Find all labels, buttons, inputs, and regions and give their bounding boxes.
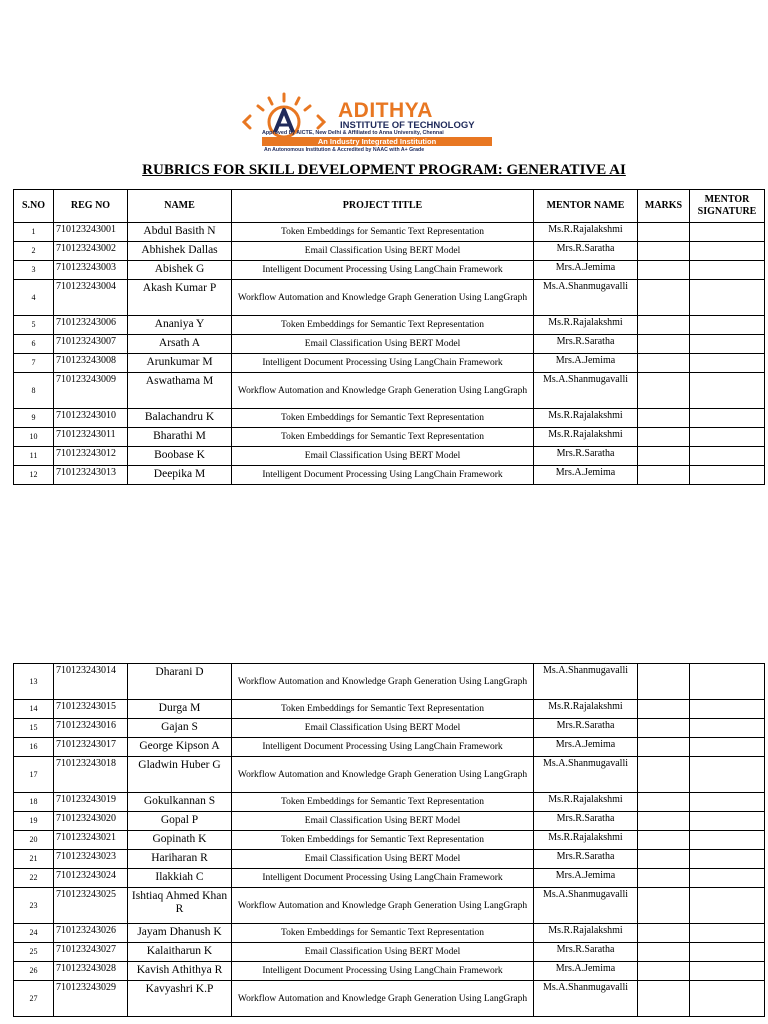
project-title-cell: Token Embeddings for Semantic Text Representation [232,831,534,850]
name-cell: Hariharan R [128,850,232,869]
marks-cell[interactable] [638,223,690,242]
project-title-cell: Workflow Automation and Knowledge Graph Generation Using LangGraph [232,280,534,316]
project-title-cell: Email Classification Using BERT Model [232,335,534,354]
table-row [14,850,765,869]
sno-cell: 19 [14,812,54,831]
name-cell: Durga M [128,700,232,719]
mentor-name-cell: Mrs.R.Saratha [534,850,638,869]
signature-cell[interactable] [690,223,765,242]
reg-no-cell: 710123243001 [54,223,128,242]
page-title: RUBRICS FOR SKILL DEVELOPMENT PROGRAM: GENERATIVE AI [142,162,626,178]
reg-no-cell: 710123243010 [54,409,128,428]
header-project-title: PROJECT TITLE [232,190,534,223]
project-title-cell: Email Classification Using BERT Model [232,850,534,869]
reg-no-cell: 710123243015 [54,700,128,719]
reg-no-cell: 710123243007 [54,335,128,354]
reg-no-cell: 710123243004 [54,280,128,316]
reg-no-cell: 710123243018 [54,757,128,793]
signature-cell[interactable] [690,373,765,409]
mentor-name-cell: Mrs.R.Saratha [534,335,638,354]
signature-cell[interactable] [690,812,765,831]
marks-cell[interactable] [638,943,690,962]
project-title-cell: Workflow Automation and Knowledge Graph Generation Using LangGraph [232,888,534,924]
signature-cell[interactable] [690,261,765,280]
project-title-cell: Token Embeddings for Semantic Text Representation [232,409,534,428]
mentor-name-cell: Mrs.A.Jemima [534,962,638,981]
mentor-name-cell: Mrs.A.Jemima [534,738,638,757]
mentor-name-cell: Ms.A.Shanmugavalli [534,664,638,700]
mentor-name-cell: Ms.R.Rajalakshmi [534,428,638,447]
reg-no-cell: 710123243026 [54,924,128,943]
marks-cell[interactable] [638,700,690,719]
signature-cell[interactable] [690,316,765,335]
name-cell: Gladwin Huber G [128,757,232,793]
sno-cell: 27 [14,981,54,1017]
project-title-cell: Intelligent Document Processing Using LangChain Framework [232,962,534,981]
name-cell: Boobase K [128,447,232,466]
project-title-cell: Email Classification Using BERT Model [232,719,534,738]
mentor-name-cell: Ms.A.Shanmugavalli [534,280,638,316]
table-row [14,738,765,757]
name-cell: Gopal P [128,812,232,831]
marks-cell[interactable] [638,409,690,428]
mentor-name-cell: Ms.R.Rajalakshmi [534,831,638,850]
mentor-name-cell: Ms.R.Rajalakshmi [534,924,638,943]
marks-cell[interactable] [638,981,690,1017]
sno-cell: 23 [14,888,54,924]
institute-logo [242,92,500,156]
name-cell: Kavish Athithya R [128,962,232,981]
mentor-name-cell: Ms.R.Rajalakshmi [534,700,638,719]
sno-cell: 1 [14,223,54,242]
sno-cell: 11 [14,447,54,466]
mentor-name-cell: Mrs.R.Saratha [534,943,638,962]
name-cell: Dharani D [128,664,232,700]
marks-cell[interactable] [638,373,690,409]
mentor-name-cell: Ms.R.Rajalakshmi [534,793,638,812]
name-cell: Ilakkiah C [128,869,232,888]
table-row [14,447,765,466]
signature-cell[interactable] [690,700,765,719]
signature-cell[interactable] [690,428,765,447]
table-row [14,757,765,793]
reg-no-cell: 710123243025 [54,888,128,924]
reg-no-cell: 710123243012 [54,447,128,466]
project-title-cell: Email Classification Using BERT Model [232,812,534,831]
marks-cell[interactable] [638,869,690,888]
signature-cell[interactable] [690,924,765,943]
mentor-name-cell: Mrs.A.Jemima [534,466,638,485]
name-cell: Bharathi M [128,428,232,447]
sno-cell: 17 [14,757,54,793]
reg-no-cell: 710123243013 [54,466,128,485]
marks-cell[interactable] [638,738,690,757]
logo-accreditation: An Autonomous Institution & Accredited by NAAC with A+ Grade [264,147,425,153]
mentor-name-cell: Ms.A.Shanmugavalli [534,373,638,409]
mentor-name-cell: Mrs.R.Saratha [534,719,638,738]
sno-cell: 12 [14,466,54,485]
reg-no-cell: 710123243009 [54,373,128,409]
mentor-name-cell: Ms.A.Shanmugavalli [534,981,638,1017]
table-body-page-1 [14,223,765,485]
logo-band: An Industry Integrated Institution [262,137,492,146]
signature-cell[interactable] [690,888,765,924]
reg-no-cell: 710123243028 [54,962,128,981]
marks-cell[interactable] [638,793,690,812]
table-row [14,664,765,700]
table-row [14,793,765,812]
signature-cell[interactable] [690,664,765,700]
project-title-cell: Token Embeddings for Semantic Text Representation [232,924,534,943]
mentor-name-cell: Mrs.R.Saratha [534,447,638,466]
header-name: NAME [128,190,232,223]
marks-cell[interactable] [638,280,690,316]
marks-cell[interactable] [638,242,690,261]
marks-cell[interactable] [638,316,690,335]
reg-no-cell: 710123243020 [54,812,128,831]
table-row [14,869,765,888]
header-row [14,190,765,223]
signature-cell[interactable] [690,943,765,962]
logo-name: ADITHYA [338,99,433,122]
project-title-cell: Token Embeddings for Semantic Text Representation [232,223,534,242]
mentor-name-cell: Ms.R.Rajalakshmi [534,223,638,242]
sno-cell: 25 [14,943,54,962]
sno-cell: 2 [14,242,54,261]
sno-cell: 20 [14,831,54,850]
sno-cell: 9 [14,409,54,428]
name-cell: Arunkumar M [128,354,232,373]
name-cell: Ananiya Y [128,316,232,335]
signature-cell[interactable] [690,850,765,869]
table-row [14,466,765,485]
table-body-page-2 [14,664,765,1017]
sno-cell: 16 [14,738,54,757]
marks-cell[interactable] [638,850,690,869]
rubrics-table-page-1 [13,189,765,485]
reg-no-cell: 710123243002 [54,242,128,261]
table-row [14,962,765,981]
signature-cell[interactable] [690,280,765,316]
marks-cell[interactable] [638,962,690,981]
table-row [14,335,765,354]
signature-cell[interactable] [690,242,765,261]
marks-cell[interactable] [638,428,690,447]
header-mentor-signature: MENTOR SIGNATURE [690,190,765,223]
sno-cell: 8 [14,373,54,409]
sno-cell: 21 [14,850,54,869]
signature-cell[interactable] [690,757,765,793]
marks-cell[interactable] [638,354,690,373]
signature-cell[interactable] [690,354,765,373]
mentor-name-cell: Mrs.A.Jemima [534,869,638,888]
logo-approval: Approved by AICTE, New Delhi & Affiliated to Anna University, Chennai [262,130,444,136]
name-cell: George Kipson A [128,738,232,757]
table-row [14,280,765,316]
sno-cell: 15 [14,719,54,738]
signature-cell[interactable] [690,719,765,738]
mentor-name-cell: Ms.A.Shanmugavalli [534,757,638,793]
project-title-cell: Workflow Automation and Knowledge Graph Generation Using LangGraph [232,373,534,409]
rubrics-table-page-2 [13,663,765,1017]
name-cell: Abdul Basith N [128,223,232,242]
sno-cell: 3 [14,261,54,280]
signature-cell[interactable] [690,409,765,428]
project-title-cell: Token Embeddings for Semantic Text Representation [232,428,534,447]
project-title-cell: Token Embeddings for Semantic Text Representation [232,316,534,335]
signature-cell[interactable] [690,738,765,757]
project-title-cell: Email Classification Using BERT Model [232,447,534,466]
table-row [14,354,765,373]
project-title-cell: Intelligent Document Processing Using LangChain Framework [232,738,534,757]
header-reg-no: REG NO [54,190,128,223]
header-sno: S.NO [14,190,54,223]
reg-no-cell: 710123243029 [54,981,128,1017]
signature-cell[interactable] [690,793,765,812]
sno-cell: 4 [14,280,54,316]
name-cell: Kalaitharun K [128,943,232,962]
marks-cell[interactable] [638,719,690,738]
mentor-name-cell: Mrs.A.Jemima [534,261,638,280]
project-title-cell: Workflow Automation and Knowledge Graph Generation Using LangGraph [232,664,534,700]
project-title-cell: Token Embeddings for Semantic Text Representation [232,793,534,812]
project-title-cell: Intelligent Document Processing Using LangChain Framework [232,261,534,280]
reg-no-cell: 710123243008 [54,354,128,373]
marks-cell[interactable] [638,447,690,466]
project-title-cell: Workflow Automation and Knowledge Graph Generation Using LangGraph [232,757,534,793]
sno-cell: 7 [14,354,54,373]
sno-cell: 13 [14,664,54,700]
signature-cell[interactable] [690,869,765,888]
marks-cell[interactable] [638,888,690,924]
signature-cell[interactable] [690,335,765,354]
sno-cell: 5 [14,316,54,335]
marks-cell[interactable] [638,466,690,485]
table-row [14,719,765,738]
header-mentor-name: MENTOR NAME [534,190,638,223]
name-cell: Gopinath K [128,831,232,850]
table-row [14,261,765,280]
sno-cell: 26 [14,962,54,981]
reg-no-cell: 710123243006 [54,316,128,335]
signature-cell[interactable] [690,447,765,466]
marks-cell[interactable] [638,261,690,280]
reg-no-cell: 710123243027 [54,943,128,962]
name-cell: Arsath A [128,335,232,354]
reg-no-cell: 710123243003 [54,261,128,280]
mentor-name-cell: Mrs.A.Jemima [534,354,638,373]
marks-cell[interactable] [638,664,690,700]
project-title-cell: Email Classification Using BERT Model [232,242,534,261]
reg-no-cell: 710123243016 [54,719,128,738]
table-row [14,373,765,409]
mentor-name-cell: Ms.A.Shanmugavalli [534,888,638,924]
mentor-name-cell: Mrs.R.Saratha [534,242,638,261]
table-row [14,943,765,962]
name-cell: Balachandru K [128,409,232,428]
table-row [14,316,765,335]
table-row [14,242,765,261]
table-row [14,981,765,1017]
project-title-cell: Token Embeddings for Semantic Text Representation [232,700,534,719]
name-cell: Aswathama M [128,373,232,409]
signature-cell[interactable] [690,466,765,485]
reg-no-cell: 710123243019 [54,793,128,812]
table-row [14,888,765,924]
table-row [14,831,765,850]
sno-cell: 14 [14,700,54,719]
marks-cell[interactable] [638,924,690,943]
name-cell: Akash Kumar P [128,280,232,316]
name-cell: Ishtiaq Ahmed Khan R [128,888,232,924]
reg-no-cell: 710123243021 [54,831,128,850]
marks-cell[interactable] [638,831,690,850]
header-marks: MARKS [638,190,690,223]
mentor-name-cell: Ms.R.Rajalakshmi [534,409,638,428]
marks-cell[interactable] [638,812,690,831]
sno-cell: 24 [14,924,54,943]
signature-cell[interactable] [690,831,765,850]
table-row [14,700,765,719]
reg-no-cell: 710123243023 [54,850,128,869]
mentor-name-cell: Mrs.R.Saratha [534,812,638,831]
table-row [14,428,765,447]
name-cell: Jayam Dhanush K [128,924,232,943]
project-title-cell: Email Classification Using BERT Model [232,943,534,962]
signature-cell[interactable] [690,981,765,1017]
table-row [14,409,765,428]
table-row [14,223,765,242]
project-title-cell: Intelligent Document Processing Using LangChain Framework [232,466,534,485]
signature-cell[interactable] [690,962,765,981]
logo-subtitle: INSTITUTE OF TECHNOLOGY [340,120,475,131]
project-title-cell: Workflow Automation and Knowledge Graph Generation Using LangGraph [232,981,534,1017]
sno-cell: 10 [14,428,54,447]
sno-cell: 22 [14,869,54,888]
reg-no-cell: 710123243011 [54,428,128,447]
name-cell: Gokulkannan S [128,793,232,812]
marks-cell[interactable] [638,757,690,793]
mentor-name-cell: Ms.R.Rajalakshmi [534,316,638,335]
name-cell: Gajan S [128,719,232,738]
name-cell: Deepika M [128,466,232,485]
name-cell: Kavyashri K.P [128,981,232,1017]
marks-cell[interactable] [638,335,690,354]
project-title-cell: Intelligent Document Processing Using LangChain Framework [232,869,534,888]
reg-no-cell: 710123243024 [54,869,128,888]
sno-cell: 6 [14,335,54,354]
reg-no-cell: 710123243017 [54,738,128,757]
name-cell: Abishek G [128,261,232,280]
sno-cell: 18 [14,793,54,812]
name-cell: Abhishek Dallas [128,242,232,261]
table-row [14,924,765,943]
reg-no-cell: 710123243014 [54,664,128,700]
project-title-cell: Intelligent Document Processing Using LangChain Framework [232,354,534,373]
table-row [14,812,765,831]
